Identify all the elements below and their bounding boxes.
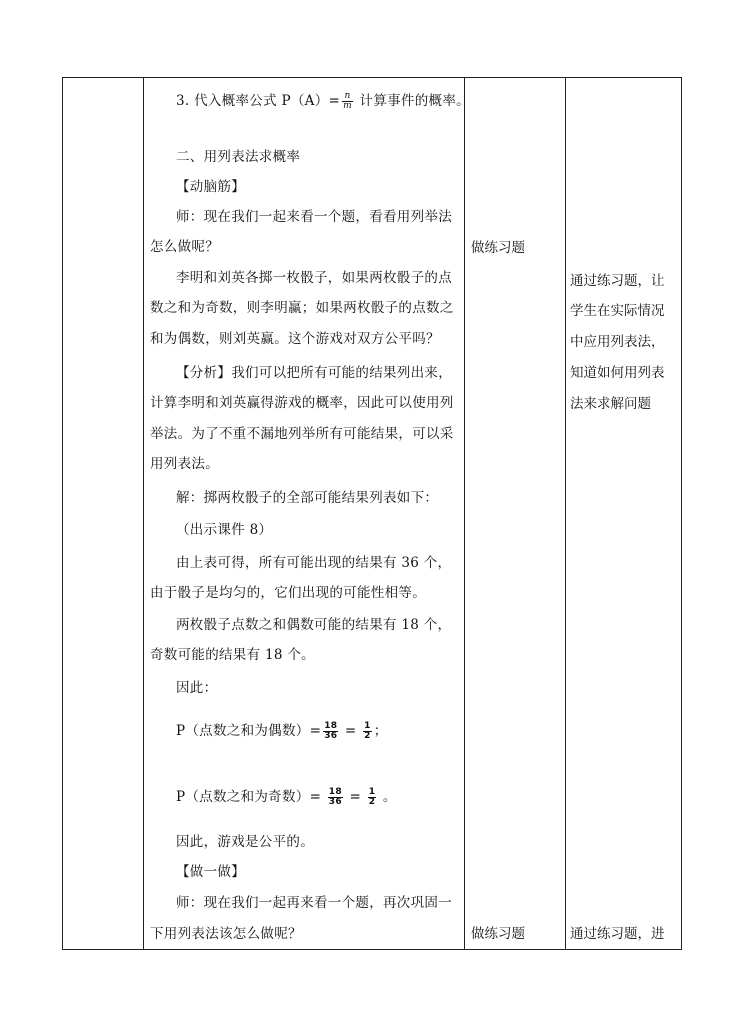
think-heading: 【动脑筋】 xyxy=(176,179,245,195)
solution-line: 解：掷两枚骰子的全部可能结果列表如下： xyxy=(176,490,439,506)
analysis-line: 【分析】我们可以把所有可能的结果列出来， xyxy=(176,365,452,381)
formula-label: P（点数之和为偶数）= xyxy=(176,723,322,739)
design-intent-line: 通过练习题，进 xyxy=(570,926,665,942)
text-line: 师：现在我们一起再来看一个题，再次巩固一 xyxy=(176,895,452,911)
text-line: 计算李明和刘英赢得游戏的概率，因此可以使用列 xyxy=(150,395,454,411)
formula-label: P（点数之和为奇数）= xyxy=(176,789,326,805)
design-intent-line: 学生在实际情况 xyxy=(570,303,665,319)
step-3-formula-line xyxy=(176,91,470,111)
student-activity-2: 做练习题 xyxy=(471,926,525,942)
formula-prefix: 3. 代入概率公式 P（A）= xyxy=(176,93,341,109)
fraction-denominator: 36 xyxy=(324,731,338,741)
formula-end: ； xyxy=(373,723,388,739)
formula-suffix: 计算事件的概率。 xyxy=(354,93,470,109)
teaching-process-cell xyxy=(144,78,470,949)
fraction-18-36 xyxy=(328,788,343,807)
fraction-1-2 xyxy=(363,722,372,741)
fraction-numerator: n xyxy=(342,92,353,102)
fraction-numerator: 18 xyxy=(328,787,342,797)
fraction-n-over-m xyxy=(342,92,353,111)
column-divider-2 xyxy=(464,78,465,949)
design-intent-line: 通过练习题，让 xyxy=(570,273,665,289)
courseware-note: （出示课件 8） xyxy=(176,522,273,538)
lesson-table xyxy=(62,77,682,950)
equals-sign: = xyxy=(344,789,366,805)
design-intent-line: 法来求解问题 xyxy=(570,396,651,412)
text-line: 李明和刘英各掷一枚骰子，如果两枚骰子的点 xyxy=(176,270,452,286)
text-line: 怎么做呢？ xyxy=(150,239,219,255)
conclusion-line: 因此，游戏是公平的。 xyxy=(176,834,314,850)
fraction-1-2 xyxy=(368,788,377,807)
student-activity-1: 做练习题 xyxy=(471,240,525,256)
equals-sign: = xyxy=(340,723,362,739)
odd-probability-formula xyxy=(176,787,397,807)
fraction-numerator: 1 xyxy=(364,721,371,731)
fraction-numerator: 18 xyxy=(324,721,338,731)
fraction-denominator: m xyxy=(343,101,352,111)
text-line: 用列表法。 xyxy=(150,456,219,472)
fraction-denominator: 2 xyxy=(364,731,371,741)
text-line: 由上表可得，所有可能出现的结果有 36 个， xyxy=(176,555,452,571)
text-line: 下用列表法该怎么做呢？ xyxy=(150,926,302,942)
formula-end: 。 xyxy=(378,789,397,805)
section-heading: 二、用列表法求概率 xyxy=(176,149,301,165)
try-it-heading: 【做一做】 xyxy=(176,864,245,880)
text-line: 师：现在我们一起来看一个题，看看用列举法 xyxy=(176,209,452,225)
fraction-denominator: 2 xyxy=(368,797,376,807)
text-line: 奇数可能的结果有 18 个。 xyxy=(150,647,315,663)
text-line: 举法。为了不重不漏地列举所有可能结果，可以采 xyxy=(150,426,454,442)
text-line: 两枚骰子点数之和偶数可能的结果有 18 个， xyxy=(176,617,452,633)
fraction-numerator: 1 xyxy=(368,787,376,797)
text-line: 因此： xyxy=(176,680,218,696)
column-divider-3 xyxy=(565,78,566,949)
fraction-18-36 xyxy=(323,722,338,741)
text-line: 由于骰子是均匀的，它们出现的可能性相等。 xyxy=(150,585,426,601)
text-line: 和为偶数，则刘英赢。这个游戏对双方公平吗？ xyxy=(150,331,440,347)
text-line: 数之和为奇数，则李明赢；如果两枚骰子的点数之 xyxy=(150,300,454,316)
design-intent-line: 知道如何用列表 xyxy=(570,365,665,381)
even-probability-formula xyxy=(176,721,388,741)
design-intent-line: 中应用列表法， xyxy=(570,334,665,350)
fraction-denominator: 36 xyxy=(328,797,342,807)
